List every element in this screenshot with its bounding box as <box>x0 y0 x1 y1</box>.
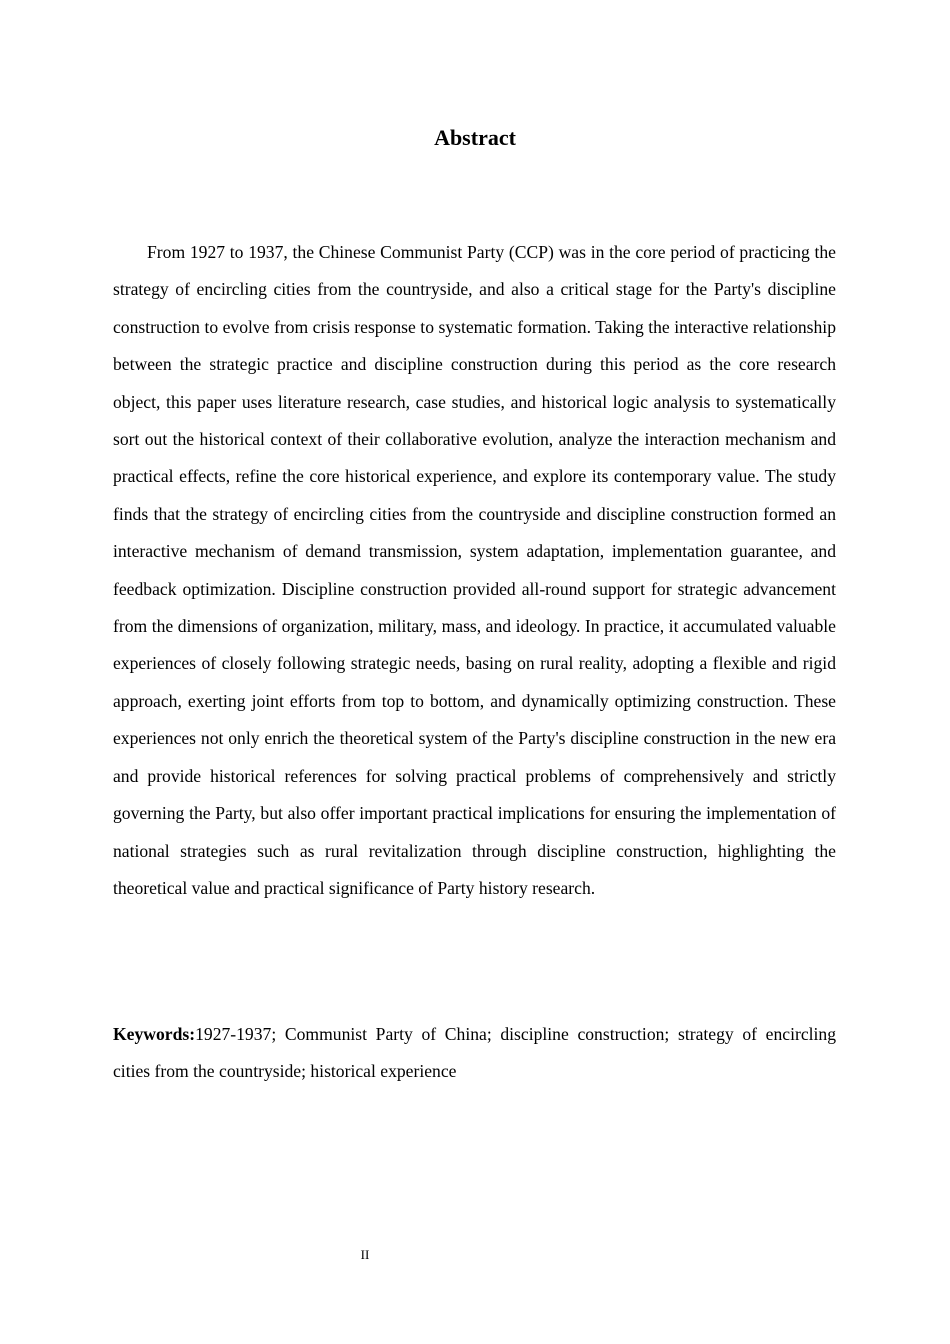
page-number: II <box>360 1247 370 1262</box>
keywords-list: 1927-1937; Communist Party of China; discipline construction; strategy of encircling cities from the countryside; historical experience <box>113 1024 836 1082</box>
keywords-paragraph <box>113 1016 836 1091</box>
abstract-paragraph: From 1927 to 1937, the Chinese Communist Party (CCP) was in the core period of practicing the strategy of encircling cities from the countryside, and also a critical stage for the Party's discipline construction to evolve from crisis response to systematic formation. Taking the interactive relationship between the strategic practice and discipline construction during this period as the core research object, this paper uses literature research, case studies, and historical logic analysis to systematically sort out the historical context of their collaborative evolution, analyze the interaction mechanism and practical effects, refine the core historical experience, and explore its contemporary value. The study finds that the strategy of encircling cities from the countryside and discipline construction formed an interactive mechanism of demand transmission, system adaptation, implementation guarantee, and feedback optimization. Discipline construction provided all-round support for strategic advancement from the dimensions of organization, military, mass, and ideology. In practice, it accumulated valuable experiences of closely following strategic needs, basing on rural reality, adopting a flexible and rigid approach, exerting joint efforts from top to bottom, and dynamically optimizing construction. These experiences not only enrich the theoretical system of the Party's discipline construction in the new era and provide historical references for solving practical problems of comprehensively and strictly governing the Party, but also offer important practical implications for ensuring the implementation of national strategies such as rural revitalization through discipline construction, highlighting the theoretical value and practical significance of Party history research. <box>113 242 836 898</box>
keywords-label: Keywords: <box>113 1024 196 1044</box>
page-title: Abstract <box>434 125 516 150</box>
